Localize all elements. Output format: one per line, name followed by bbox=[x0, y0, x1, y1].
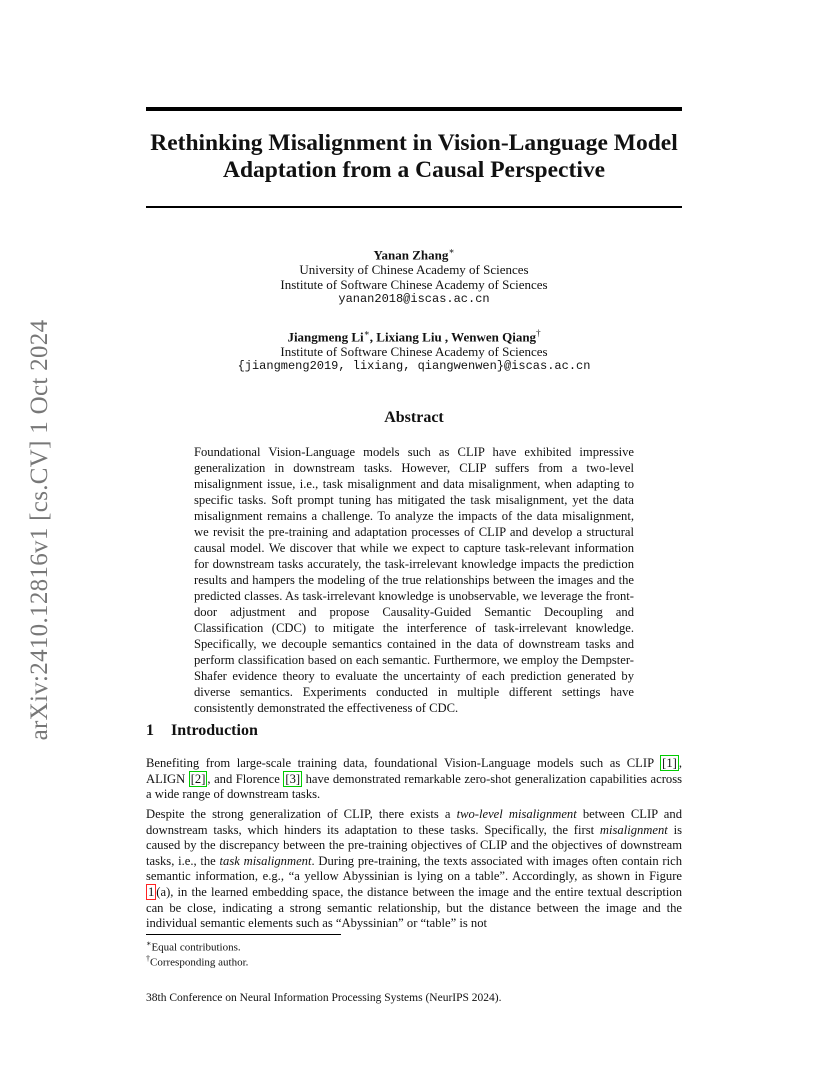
title-line-2: Adaptation from a Causal Perspective bbox=[222, 157, 606, 183]
arxiv-identifier bbox=[20, 310, 60, 750]
author-email: yanan2018@iscas.ac.cn bbox=[338, 292, 490, 307]
author-block-2 bbox=[146, 326, 682, 374]
arxiv-identifier-text: arXiv:2410.12816v1 [cs.CV] 1 Oct 2024 bbox=[26, 319, 53, 741]
title-bottom-rule bbox=[146, 206, 682, 208]
author-names: Yanan Zhang∗ bbox=[373, 246, 455, 263]
affiliation: Institute of Software Chinese Academy of Sciences bbox=[280, 344, 548, 360]
author-block-1 bbox=[146, 244, 682, 307]
paper-title bbox=[146, 130, 682, 184]
affiliation: Institute of Software Chinese Academy of Sciences bbox=[280, 277, 548, 293]
title-line-1: Rethinking Misalignment in Vision-Language Model bbox=[150, 130, 678, 156]
section-heading-introduction: 1 Introduction bbox=[146, 722, 258, 739]
citation-link[interactable]: [1] bbox=[662, 756, 677, 770]
footnote-rule bbox=[146, 934, 341, 935]
intro-paragraph-1: Benefiting from large-scale training data, foundational Vision-Language models such as CLIP [1] , ALIGN [2] , and Florence [3] have demonstrated remarkable zero-shot generalization capabilities across a wide range of downstream tasks. bbox=[146, 756, 683, 802]
conference-footer: 38th Conference on Neural Information Processing Systems (NeurIPS 2024). bbox=[146, 992, 502, 1004]
footnote-corresponding-author: †Corresponding author. bbox=[146, 954, 249, 969]
abstract-text: Foundational Vision-Language models such as CLIP have exhibited impressive generalization in downstream tasks. However, CLIP suffers from a two-level misalignment issue, i.e., task misalignment and data misalignment, when adapting to specific tasks. Soft prompt tuning has mitigated the task misalignment, yet the data misalignment remains a challenge. To analyze the impacts of the data misalignment, we revisit the pre-training and adaptation processes of CLIP and develop a structural causal model. We discover that while we expect to capture task-relevant information for downstream tasks accurately, the task-irrelevant knowledge impacts the prediction results and hampers the modeling of the true relationships between the images and the predicted classes. As task-irrelevant knowledge is unobservable, we leverage the front-door adjustment and propose Causality-Guided Semantic Decoupling and Classification (CDC) to mitigate the interference of task-irrelevant knowledge. Specifically, we decouple semantics contained in the data of downstream tasks and perform classification based on each semantic. Furthermore, we employ the Dempster-Shafer evidence theory to evaluate the uncertainty of each prediction generated by diverse semantics. Experiments conducted in multiple different settings have consistently demonstrated the effectiveness of CDC. bbox=[194, 445, 634, 715]
author-email: {jiangmeng2019, lixiang, qiangwenwen}@iscas.ac.cn bbox=[237, 359, 591, 374]
abstract-heading: Abstract bbox=[384, 409, 444, 426]
footnote-equal-contribution: ∗Equal contributions. bbox=[146, 939, 241, 954]
author-names: Jiangmeng Li∗, Lixiang Liu , Wenwen Qiang† bbox=[287, 328, 541, 345]
citation-link[interactable]: [3] bbox=[285, 771, 301, 786]
citation-link[interactable]: [2] bbox=[190, 771, 206, 786]
affiliation: University of Chinese Academy of Sciences bbox=[299, 262, 529, 278]
intro-paragraph-2: Despite the strong generalization of CLIP, there exists a two-level misalignment between CLIP and downstream tasks, which hinders its adaptation to these tasks. Specifically, the first misalignment is caused by the discrepancy between the pre-training objectives of CLIP and the objectives of downstream tasks, i.e., the task misalignment. During pre-training, the texts associated with images often contain rich semantic information, e.g., “a yellow Abyssinian is lying on a table”. Accordingly, as shown in Figure 1 (a), in the learned embedding space, the distance between the image and the entire textual description can be close, indicating a strong semantic relationship, but the distance between the image and the individual semantic elements such as “Abyssinian” or “table” is not bbox=[146, 807, 682, 931]
figure-link[interactable]: 1 bbox=[148, 884, 155, 899]
title-top-rule bbox=[146, 107, 682, 111]
